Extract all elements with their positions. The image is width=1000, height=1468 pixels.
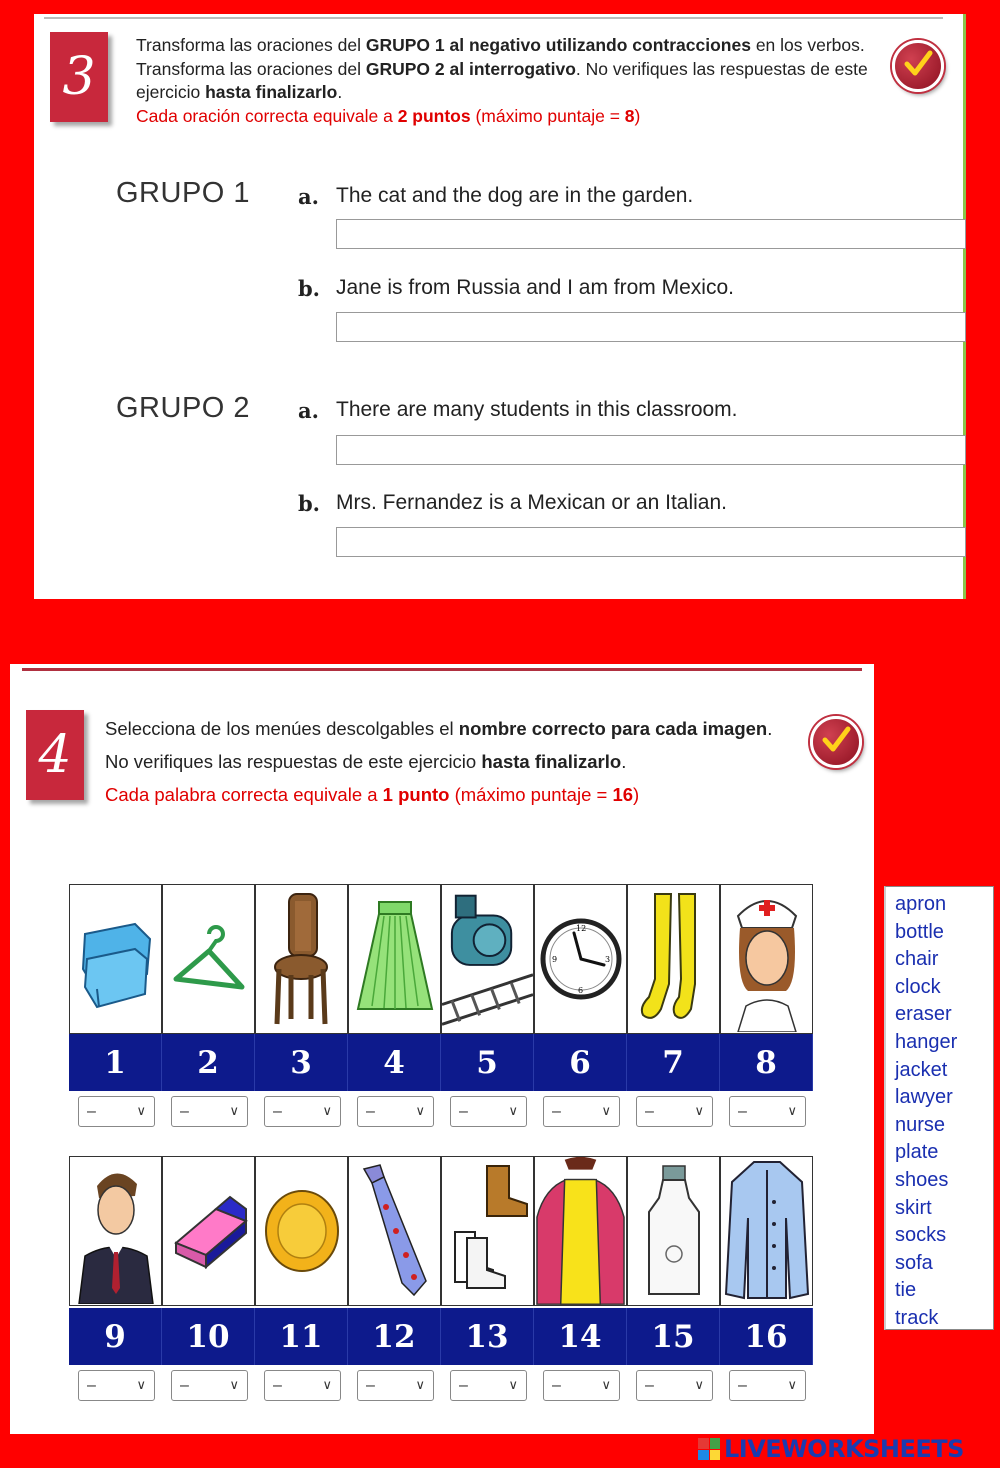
answer-input[interactable]: [336, 527, 966, 557]
picture-cell: [255, 884, 348, 1034]
socks-icon: [633, 889, 715, 1029]
picture-cell: [69, 884, 162, 1034]
chevron-down-icon: ∨: [508, 1378, 518, 1393]
word-select[interactable]: [171, 1370, 248, 1401]
skirt-icon: [354, 894, 436, 1024]
picture-number: 11: [255, 1308, 348, 1365]
selected-value: –: [738, 1376, 747, 1394]
instructions-text: Transforma las oraciones del GRUPO 1 al negativo utilizando contracciones en los verbos. Transforma las oraciones del GRUPO 2 al interrogativo. No verifiques las respuestas de este ejercicio hasta finalizarlo.: [136, 35, 868, 102]
group-1-label: GRUPO 1: [116, 177, 251, 209]
picture-cell: [255, 1156, 348, 1306]
word-select[interactable]: [450, 1096, 527, 1127]
picture-cell: [627, 884, 720, 1034]
sentence-text: The cat and the dog are in the garden.: [336, 184, 694, 207]
sofa-icon: [75, 899, 157, 1019]
selected-value: –: [738, 1102, 747, 1120]
brand-name: LIVEWORKSHEETS: [724, 1435, 964, 1463]
picture-number: 16: [720, 1308, 813, 1365]
picture-number: 14: [534, 1308, 627, 1365]
picture-number: 4: [348, 1034, 441, 1091]
word-option[interactable]: lawyer: [895, 1086, 953, 1109]
selected-value: –: [273, 1376, 282, 1394]
item-letter: b.: [298, 491, 320, 516]
word-option[interactable]: hanger: [895, 1030, 958, 1053]
picture-cell: [627, 1156, 720, 1306]
word-select[interactable]: [78, 1096, 155, 1127]
picture-cell: [720, 884, 813, 1034]
chevron-down-icon: ∨: [415, 1378, 425, 1393]
exercise-4-instructions: [105, 712, 805, 811]
chevron-down-icon: ∨: [229, 1104, 239, 1119]
picture-cell: [534, 884, 627, 1034]
check-answers-icon[interactable]: [892, 40, 944, 92]
word-select[interactable]: [729, 1370, 806, 1401]
picture-number: 15: [627, 1308, 720, 1365]
chevron-down-icon: ∨: [415, 1104, 425, 1119]
jacket-icon: [724, 1158, 810, 1304]
picture-cell: [162, 1156, 255, 1306]
clock-icon: [538, 899, 624, 1019]
word-option[interactable]: plate: [895, 1141, 939, 1164]
picture-cell: [348, 1156, 441, 1306]
dropdown-row-2: [78, 1370, 822, 1401]
word-select[interactable]: [171, 1096, 248, 1127]
hanger-icon: [168, 899, 250, 1019]
check-answers-icon[interactable]: [810, 716, 862, 768]
picture-number: 12: [348, 1308, 441, 1365]
chevron-down-icon: ∨: [136, 1378, 146, 1393]
number-bar-row-1: [69, 1034, 813, 1091]
group-2-label: GRUPO 2: [116, 392, 251, 424]
word-select[interactable]: [357, 1096, 434, 1127]
word-option[interactable]: bottle: [895, 920, 944, 943]
selected-value: –: [645, 1376, 654, 1394]
selected-value: –: [273, 1102, 282, 1120]
picture-number: 8: [720, 1034, 813, 1091]
picture-number: 9: [69, 1308, 162, 1365]
picture-number: 3: [255, 1034, 348, 1091]
item-letter: b.: [298, 276, 320, 301]
shoes-icon: [447, 1158, 529, 1304]
word-select[interactable]: [264, 1370, 341, 1401]
nurse-icon: [726, 886, 808, 1032]
picture-row-2: [69, 1156, 813, 1306]
word-option[interactable]: apron: [895, 893, 947, 915]
chevron-down-icon: ∨: [136, 1104, 146, 1119]
word-select[interactable]: [78, 1370, 155, 1401]
selected-value: –: [180, 1102, 189, 1120]
picture-number: 13: [441, 1308, 534, 1365]
score-text: Cada oración correcta equivale a 2 puntos (máximo puntaje = 8): [136, 105, 641, 126]
picture-cell: [69, 1156, 162, 1306]
picture-cell: [348, 884, 441, 1034]
plate-icon: [261, 1176, 343, 1286]
picture-cell: [720, 1156, 813, 1306]
exercise-3-instructions: [136, 34, 876, 128]
word-bank-list[interactable]: [884, 886, 994, 1330]
train-track-icon: [442, 885, 533, 1033]
selected-value: –: [87, 1376, 96, 1394]
chevron-down-icon: ∨: [787, 1378, 797, 1393]
chevron-down-icon: ∨: [694, 1378, 704, 1393]
chevron-down-icon: ∨: [322, 1378, 332, 1393]
word-option[interactable]: track: [895, 1306, 939, 1329]
instructions-text: No verifiques las respuestas de este ejercicio hasta finalizarlo.: [105, 751, 627, 772]
selected-value: –: [552, 1376, 561, 1394]
lawyer-icon: [75, 1158, 157, 1304]
picture-number: 5: [441, 1034, 534, 1091]
selected-value: –: [459, 1376, 468, 1394]
picture-number: 6: [534, 1034, 627, 1091]
answer-input[interactable]: [336, 219, 966, 249]
picture-cell: [441, 884, 534, 1034]
answer-input[interactable]: [336, 312, 966, 342]
exercise-4-panel: [10, 664, 874, 1434]
word-select[interactable]: [543, 1096, 620, 1127]
sentence-text: There are many students in this classroom.: [336, 398, 738, 421]
picture-number: 2: [162, 1034, 255, 1091]
eraser-icon: [168, 1181, 250, 1281]
svg-text:12: 12: [575, 924, 586, 933]
svg-text:9: 9: [551, 955, 557, 964]
exercise-number-badge: 4: [26, 710, 84, 800]
selected-value: –: [87, 1102, 96, 1120]
exercise-number-badge: 3: [50, 32, 108, 122]
picture-row-1: [69, 884, 813, 1034]
word-select[interactable]: [636, 1370, 713, 1401]
picture-cell: [441, 1156, 534, 1306]
dropdown-row-1: [78, 1096, 822, 1127]
selected-value: –: [459, 1102, 468, 1120]
chevron-down-icon: ∨: [601, 1104, 611, 1119]
word-option[interactable]: jacket: [895, 1058, 948, 1081]
chair-icon: [261, 889, 343, 1029]
sentence-text: Jane is from Russia and I am from Mexico.: [336, 276, 734, 299]
liveworksheets-logo: [698, 1436, 964, 1462]
word-option[interactable]: sofa: [895, 1251, 933, 1274]
word-select[interactable]: [729, 1096, 806, 1127]
chevron-down-icon: ∨: [508, 1104, 518, 1119]
chevron-down-icon: ∨: [694, 1104, 704, 1119]
apron-icon: [535, 1157, 626, 1305]
item-letter: a.: [298, 398, 319, 423]
chevron-down-icon: ∨: [229, 1378, 239, 1393]
sentence-text: Mrs. Fernandez is a Mexican or an Italian.: [336, 491, 728, 514]
divider: [44, 17, 943, 19]
number-bar-row-2: [69, 1308, 813, 1365]
selected-value: –: [180, 1376, 189, 1394]
selected-value: –: [366, 1376, 375, 1394]
selected-value: –: [645, 1102, 654, 1120]
svg-text:6: 6: [577, 986, 583, 995]
picture-number: 1: [69, 1034, 162, 1091]
selected-value: –: [366, 1102, 375, 1120]
word-option[interactable]: socks: [895, 1224, 947, 1247]
word-option[interactable]: skirt: [895, 1196, 932, 1219]
word-select[interactable]: [264, 1096, 341, 1127]
picture-cell: [162, 884, 255, 1034]
word-option[interactable]: eraser: [895, 1003, 952, 1026]
picture-number: 7: [627, 1034, 720, 1091]
word-select[interactable]: [357, 1370, 434, 1401]
instructions-text: Selecciona de los menúes descolgables el nombre correcto para cada imagen.: [105, 718, 773, 739]
word-option[interactable]: clock: [895, 975, 941, 998]
selected-value: –: [552, 1102, 561, 1120]
chevron-down-icon: ∨: [322, 1104, 332, 1119]
chevron-down-icon: ∨: [601, 1378, 611, 1393]
word-option[interactable]: tie: [895, 1279, 917, 1302]
svg-text:3: 3: [604, 955, 610, 964]
exercise-3-panel: [34, 14, 966, 599]
picture-cell: [534, 1156, 627, 1306]
tie-icon: [354, 1161, 436, 1301]
bottle-icon: [633, 1158, 715, 1304]
word-select[interactable]: [636, 1096, 713, 1127]
word-option[interactable]: shoes: [895, 1168, 949, 1191]
word-select[interactable]: [543, 1370, 620, 1401]
word-option[interactable]: chair: [895, 948, 939, 971]
score-text: Cada palabra correcta equivale a 1 punto (máximo puntaje = 16): [105, 784, 640, 805]
answer-input[interactable]: [336, 435, 966, 465]
chevron-down-icon: ∨: [787, 1104, 797, 1119]
item-letter: a.: [298, 184, 319, 209]
word-option[interactable]: nurse: [895, 1113, 946, 1136]
word-select[interactable]: [450, 1370, 527, 1401]
logo-icon: [698, 1438, 720, 1460]
divider: [22, 668, 862, 671]
picture-number: 10: [162, 1308, 255, 1365]
